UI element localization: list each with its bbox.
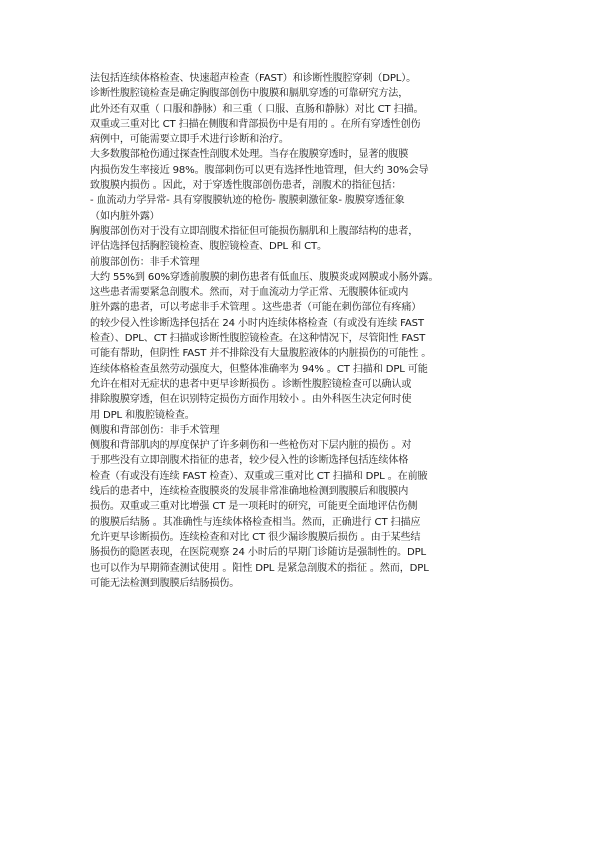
text-line: 可能有帮助，但阴性 FAST 并不排除没有大量腹腔液体的内脏损伤的可能性 。 xyxy=(90,348,432,360)
text-line: 这些患者需要紧急剖腹术。然而，对于血流动力学正常、无腹膜体征或内 xyxy=(90,287,409,299)
section-heading: 前腹部创伤：非手术管理 xyxy=(90,256,200,268)
text-line: 大约 55%到 60%穿透前腹膜的刺伤患者有低血压、腹膜炎或网膜或小肠外露。 xyxy=(90,271,439,283)
text-line: 允许更早诊断损伤。连续检查和对比 CT 很少漏诊腹膜后损伤 。由于某些结 xyxy=(90,531,421,543)
text-line: - 血流动力学异常- 具有穿腹膜轨迹的枪伤- 腹膜刺激征象- 腹膜穿透征象 xyxy=(90,195,405,207)
text-line: 诊断性腹腔镜检查是确定胸腹部创伤中腹膜和膈肌穿透的可靠研究方法， xyxy=(90,88,409,100)
document-body xyxy=(90,71,512,591)
text-line: 可能无法检测到腹膜后结肠损伤。 xyxy=(90,577,240,589)
text-line: 也可以作为早期筛查测试使用 。阳性 DPL 是紧急剖腹术的指征 。然而，DPL xyxy=(90,562,429,574)
text-line: 用 DPL 和腹腔镜检查。 xyxy=(90,409,195,421)
text-line: 此外还有双重（ 口服和静脉）和三重（ 口服、直肠和静脉）对比 CT 扫描。 xyxy=(90,103,424,115)
text-line: 法包括连续体格检查、快速超声检查（FAST）和诊断性腹腔穿刺（DPL）。 xyxy=(90,73,417,84)
text-line: 胸腹部创伤对于没有立即剖腹术指征但可能损伤膈肌和上腹部结构的患者， xyxy=(90,225,419,237)
section-heading: 侧腹和背部创伤：非手术管理 xyxy=(90,424,220,436)
text-line: 检查）、DPL、CT 扫描或诊断性腹腔镜检查。在这种情况下，尽管阳性 FAST xyxy=(90,333,426,345)
text-line: 的较少侵入性诊断选择包括在 24 小时内连续体格检查（有或没有连续 FAST xyxy=(90,317,424,329)
text-line: （如内脏外露） xyxy=(90,210,160,222)
text-line: 排除腹膜穿透，但在识别特定损伤方面作用较小 。由外科医生决定何时使 xyxy=(90,394,412,406)
text-line: 于那些没有立即剖腹术指征的患者，较少侵入性的诊断选择包括连续体格 xyxy=(90,455,409,467)
text-line: 病例中，可能需要立即手术进行诊断和治疗。 xyxy=(90,134,289,146)
text-line: 双重或三重对比 CT 扫描在侧腹和背部损伤中是有用的 。在所有穿透性创伤 xyxy=(90,118,421,130)
text-line: 侧腹和背部肌肉的厚度保护了许多刺伤和一些枪伤对下层内脏的损伤 。对 xyxy=(90,440,412,452)
text-line: 内损伤发生率接近 98%。腹部刺伤可以更有选择性地管理，但大约 30%会导 xyxy=(90,164,429,176)
text-line: 大多数腹部枪伤通过探查性剖腹术处理。当存在腹膜穿透时，显著的腹膜 xyxy=(90,149,409,161)
text-line: 肠损伤的隐匿表现，在医院观察 24 小时后的早期门诊随访是强制性的。DPL xyxy=(90,547,427,559)
text-line: 的腹膜后结肠 。其准确性与连续体格检查相当。然而，正确进行 CT 扫描应 xyxy=(90,516,421,528)
text-line: 致腹膜内损伤 。因此，对于穿透性腹部创伤患者，剖腹术的指征包括： xyxy=(90,180,402,192)
text-line: 允许在相对无症状的患者中更早诊断损伤 。诊断性腹腔镜检查可以确认或 xyxy=(90,378,412,390)
text-line: 检查（有或没有连续 FAST 检查）、双重或三重对比 CT 扫描和 DPL 。在前腋 xyxy=(90,470,428,482)
text-line: 评估选择包括胸腔镜检查、腹腔镜检查、DPL 和 CT。 xyxy=(90,241,327,253)
text-line: 损伤。双重或三重对比增强 CT 是一项耗时的研究，可能更全面地评估伤侧 xyxy=(90,501,418,513)
text-line: 脏外露的患者，可以考虑非手术管理 。这些患者（可能在刺伤部位有疼痛） xyxy=(90,302,422,314)
text-line: 连续体格检查虽然劳动强度大，但整体准确率为 94% 。CT 扫描和 DPL 可能 xyxy=(90,363,428,375)
text-line: 线后的患者中，连续检查腹膜炎的发展非常准确地检测到腹膜后和腹膜内 xyxy=(90,486,409,498)
